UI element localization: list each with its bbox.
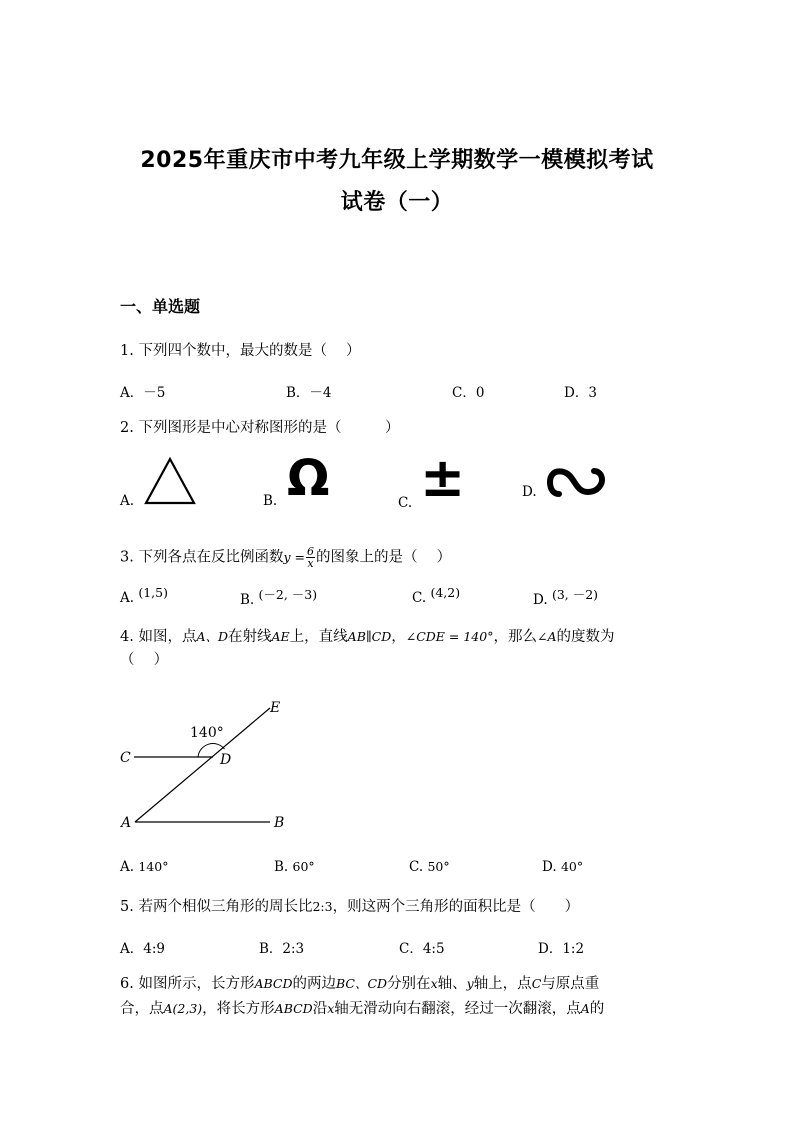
question-1-stem: 1. 下列四个数中，最大的数是（ ）	[120, 343, 361, 359]
q6-text: 与原点重	[541, 976, 600, 992]
q6-math: C	[531, 976, 542, 991]
q4-geometry-figure	[110, 692, 310, 842]
q4-option-c-value: 50°	[427, 859, 450, 874]
point-label-e: E	[270, 700, 281, 716]
q3-option-d-value: (3, －2)	[551, 587, 599, 602]
q6-text: 沿	[312, 1001, 328, 1017]
q3-option-c	[412, 585, 461, 606]
q6-math: y	[466, 976, 474, 991]
section-heading: 一、单选题	[120, 297, 201, 316]
q4-math-parallel: AB∥CD	[347, 629, 392, 644]
q5-option-d: D．1:2	[538, 941, 585, 957]
q4-option-a	[120, 859, 168, 875]
q6-math: A	[580, 1001, 590, 1016]
q2-option-a-letter: A.	[120, 493, 135, 509]
q6-text: 的	[589, 1001, 605, 1017]
s-curve-symbol	[544, 466, 608, 498]
q6-math: ABCD	[254, 976, 293, 991]
q6-math: x	[430, 976, 438, 991]
plus-minus-symbol: ±	[420, 446, 466, 509]
point-label-d: D	[220, 752, 232, 768]
q1-option-b: B．－4	[286, 385, 332, 401]
q5-stem-before: 5. 若两个相似三角形的周长比	[120, 899, 313, 915]
q3-stem-after: 的图象上的是（ ）	[315, 549, 452, 566]
q6-text: 轴、	[437, 976, 467, 992]
q4-option-b-letter: B.	[274, 859, 289, 875]
q3-function-lhs: y =	[283, 549, 305, 565]
q4-option-b-value: 60°	[292, 859, 315, 874]
exam-title-line2: 试卷（一）	[340, 190, 454, 215]
q4-option-c	[409, 859, 450, 875]
question-3-stem	[120, 546, 451, 569]
q4-stem-text: 的度数为	[556, 629, 615, 645]
q5-option-c: C．4:5	[399, 941, 445, 957]
q5-option-b: B．2:3	[259, 941, 305, 957]
question-5-stem	[120, 896, 579, 918]
q3-fraction-denominator: x	[307, 557, 314, 570]
q2-option-b-letter: B.	[263, 493, 278, 509]
q6-text: 合，点	[120, 1001, 164, 1017]
triangle-icon	[143, 456, 197, 506]
q6-math: ABCD	[274, 1001, 313, 1016]
q6-math: BC、CD	[335, 976, 388, 991]
q4-stem-text: 4. 如图，点	[120, 629, 197, 645]
q5-ratio: 2:3	[312, 899, 333, 914]
q4-math-points: A、D	[196, 629, 229, 644]
q6-text: 轴无滑动向右翻滚，经过一次翻滚，点	[334, 1001, 581, 1017]
question-2-stem: 2. 下列图形是中心对称图形的是（ ）	[120, 420, 400, 436]
q1-option-a: A．－5	[120, 385, 166, 401]
question-6-line1	[120, 973, 680, 995]
q4-math-ray: AE	[271, 629, 290, 644]
q6-text: 轴上，点	[473, 976, 532, 992]
q1-option-d: D．3	[564, 385, 597, 401]
q1-option-c: C．0	[452, 385, 485, 401]
q4-option-d-value: 40°	[560, 859, 584, 874]
omega-symbol: Ω	[287, 449, 330, 507]
q4-option-d-letter: D.	[542, 859, 557, 875]
q6-math: A(2,3)	[163, 1001, 203, 1016]
question-4-stem-line2: （ ）	[120, 652, 169, 668]
q3-option-a-letter: A.	[120, 590, 135, 606]
q4-option-b	[274, 859, 315, 875]
q3-stem-before: 3. 下列各点在反比例函数	[120, 549, 284, 566]
q6-text: ，将长方形	[202, 1001, 275, 1017]
q6-text: 6. 如图所示，长方形	[120, 976, 255, 992]
point-label-c: C	[120, 750, 131, 766]
q4-option-d	[542, 859, 583, 875]
question-6-line2	[120, 998, 680, 1020]
q4-stem-text: ，那么	[493, 629, 537, 645]
q3-option-c-letter: C.	[412, 590, 427, 606]
q6-text: 的两边	[292, 976, 336, 992]
q4-math-angle: ∠CDE = 140°	[405, 629, 494, 644]
q3-option-c-value: (4,2)	[430, 585, 461, 600]
q3-option-d	[533, 587, 599, 608]
q3-option-b-value: (－2, －3)	[258, 587, 318, 602]
q5-stem-after: ，则这两个三角形的面积比是（ ）	[332, 899, 580, 915]
question-4-stem	[120, 626, 680, 648]
q4-option-a-value: 140°	[138, 859, 169, 874]
q5-option-a: A．4:9	[120, 941, 165, 957]
q4-stem-text: 上，直线	[289, 629, 348, 645]
q3-fraction-numerator: 6	[306, 545, 314, 558]
q3-option-d-letter: D.	[533, 592, 548, 608]
point-label-a: A	[121, 815, 132, 831]
q4-stem-text: 在射线	[228, 629, 272, 645]
q6-math: x	[327, 1001, 335, 1016]
exam-title-line1: 2025年重庆市中考九年级上学期数学一模模拟考试	[140, 148, 654, 173]
q3-option-b-letter: B.	[240, 592, 255, 608]
q2-option-c-letter: C.	[398, 495, 413, 511]
q4-stem-text: ，	[391, 629, 406, 645]
point-label-b: B	[274, 815, 285, 831]
q4-option-a-letter: A.	[120, 859, 135, 875]
q3-option-a-value: (1,5)	[138, 585, 168, 600]
q3-option-b	[240, 587, 318, 608]
q4-option-c-letter: C.	[409, 859, 424, 875]
q6-text: 分别在	[387, 976, 431, 992]
q2-option-d-letter: D.	[522, 484, 537, 500]
q3-option-a	[120, 585, 168, 606]
angle-label: 140°	[190, 725, 224, 741]
q3-fraction	[306, 546, 315, 569]
q4-math-angle-a: ∠A	[536, 629, 557, 644]
